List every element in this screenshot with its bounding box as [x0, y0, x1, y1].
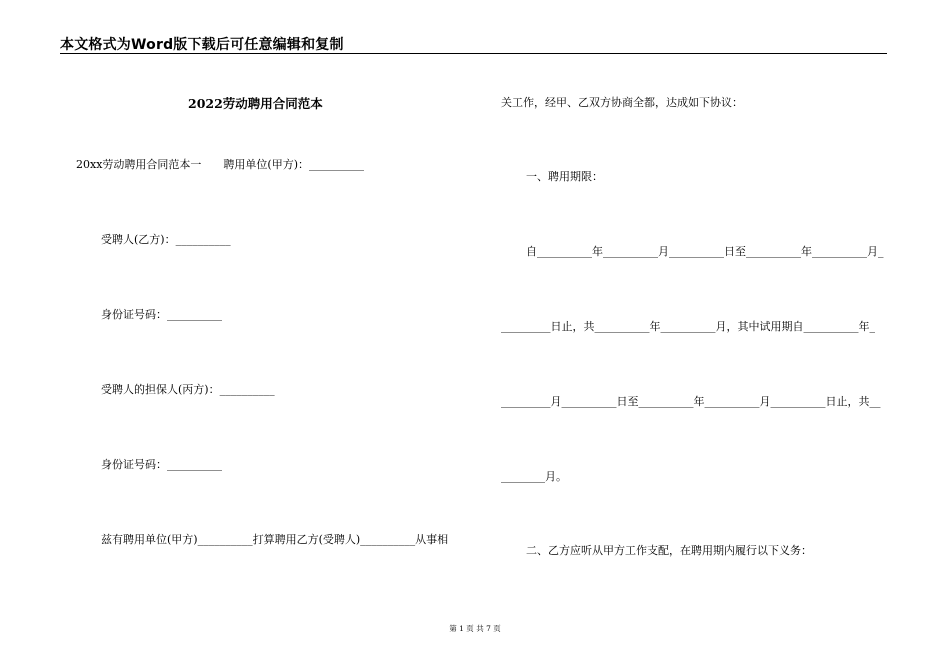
right-paragraph: _________月__________日至__________年__________月__________日止，共__: [501, 395, 881, 408]
page-number: 第 1 页 共 7 页: [449, 624, 501, 633]
right-paragraph: 二、乙方应听从甲方工作支配，在聘用期内履行以下义务：: [526, 544, 812, 557]
document-header-title: 本文格式为Word版下载后可任意编辑和复制: [60, 37, 344, 53]
right-paragraph: 关工作，经甲、乙双方协商全都，达成如下协议：: [501, 96, 743, 109]
right-paragraph: ________月。: [501, 470, 567, 483]
left-paragraph: 20xx劳动聘用合同范本一 聘用单位(甲方)：__________: [76, 158, 364, 171]
left-paragraph: 受聘人的担保人(丙方)：__________: [101, 383, 275, 396]
left-paragraph: 身份证号码：__________: [101, 308, 222, 321]
header-divider: [60, 53, 887, 54]
left-paragraph: 身份证号码：__________: [101, 458, 222, 471]
left-paragraph: 兹有聘用单位(甲方)__________打算聘用乙方(受聘人)__________从事相: [101, 533, 449, 546]
right-paragraph: 自__________年__________月__________日至__________年__________月_: [526, 245, 884, 258]
document-title: 2022劳动聘用合同范本: [188, 96, 323, 111]
left-paragraph: 受聘人(乙方)：__________: [101, 233, 231, 246]
right-paragraph: _________日止，共__________年__________月，其中试用期自__________年_: [501, 320, 875, 333]
right-paragraph: 一、聘用期限：: [526, 170, 603, 183]
